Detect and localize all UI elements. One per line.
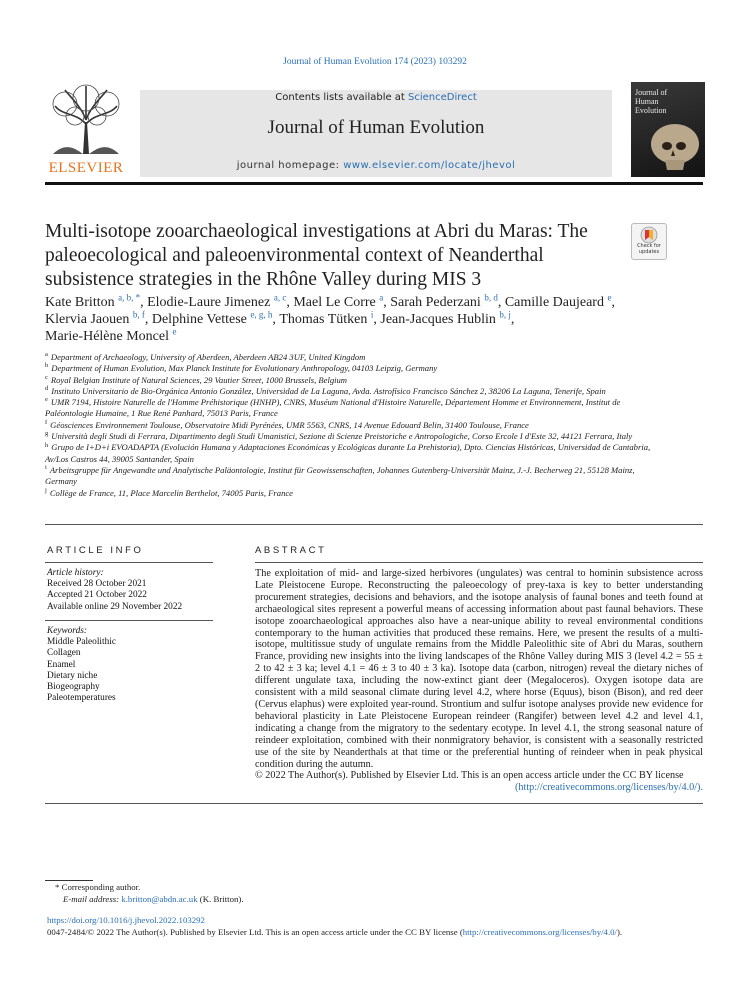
author-name[interactable] xyxy=(147,292,294,310)
affiliation-key: h xyxy=(45,441,49,449)
affiliation-divider xyxy=(45,524,703,525)
author-name-text: Klervia Jaouen xyxy=(45,312,130,327)
contents-line xyxy=(140,92,612,103)
author-name-text: Sarah Pederzani xyxy=(390,295,481,310)
abstract-heading: ABSTRACT xyxy=(255,545,327,556)
author-affiliation-marker[interactable]: e xyxy=(607,292,612,303)
contents-prefix: Contents lists available at xyxy=(275,92,409,103)
author-separator: , xyxy=(611,295,615,310)
affiliation-key: g xyxy=(45,430,49,438)
license-link[interactable]: (http://creativecommons.org/licenses/by/4.0/). xyxy=(515,782,703,794)
keywords-label: Keywords: xyxy=(47,626,87,636)
abstract-paragraph: The exploitation of mid- and large-sized herbivores (ungulates) was central to hominin subsistence across Late Pleistocene Europe. Reconstructing the paleoecology of prey-taxa is key to better understanding procurement strategies, decisions and behaviors, and the isotope analysis of faunal bones and teeth found at archaeological sites represent a powerful means of accessing information about past faunal behaviors. These isotope zooarchaeological approaches also have a near-unique ability to reveal environmental conditions contemporary to the human activities that produced these remains. Here, we present the results of a multi-isotope, multitissue study of ungulate remains from the Middle Paleolithic site of Abri du Maras, southern France, providing new insights into the living landscapes of the Rhône Valley during MIS 3 (level 4.2 = 55 ± 2 to 42 ± 3 ka; level 4.1 = 46 ± 3 to 40 ± 3 ka). Isotope data (carbon, nitrogen) reveal the dietary niches of different ungulate taxa, including the now-extinct giant deer (Megaloceros). Oxygen isotope data are consistent with a mild seasonal climate during level 4.2, where horse (Equus), bison (Bison), and red deer (Cervus elaphus) were exploited year-round. Strontium and sulfur isotope analyses provide new evidence for behavioral plasticity in Late Pleistocene European reindeer (Rangifer) between level 4.2 and level 4.1, indicating a change from the migratory to the sedentary ecotype. In level 4.1, the strong seasonal nature of reindeer exploitation, combined with their nonmigratory behavior, is consistent with a seasonally restricted use of the site by Neanderthals at that time or the preferential hunting of reindeer when in peak physical condition during the autumn. xyxy=(255,568,703,770)
affiliation-key: b xyxy=(45,362,49,370)
affiliation-text: Royal Belgian Institute of Natural Sciences, 29 Vautier Street, 1000 Brussels, Belgium xyxy=(50,374,348,385)
author-name-text: Kate Britton xyxy=(45,295,115,310)
author-separator: , xyxy=(510,312,515,327)
affiliation-key: c xyxy=(45,373,48,381)
affiliation-text: Università degli Studi di Ferrara, Dipartimento degli Studi Umanistici, Sezione di Scienze Preistoriche e Antropologiche, Corso Ercole I d'Este 32, 44121 Ferrara, Italy xyxy=(51,431,633,442)
publisher-name: ELSEVIER xyxy=(48,160,124,176)
article-title: Multi-isotope zooarchaeological investigations at Abri du Maras: The paleoecological and paleoenvironmental context of Neanderthal subsistence strategies in the Rhône Valley during MIS 3 xyxy=(45,221,588,290)
affiliation-key: i xyxy=(45,464,47,472)
journal-cover-image[interactable] xyxy=(631,82,705,177)
issn-close: ). xyxy=(617,927,623,937)
author-separator: , xyxy=(144,312,152,327)
author-affiliation-marker[interactable]: b, f xyxy=(132,309,145,320)
author-affiliation-marker[interactable]: a, b, * xyxy=(118,292,141,303)
doi-link[interactable]: https://doi.org/10.1016/j.jhevol.2022.103292 xyxy=(47,915,205,925)
keyword-item: Middle Paleolithic xyxy=(47,637,116,648)
author-affiliation-marker[interactable]: a, c xyxy=(273,292,287,303)
cover-title-line: Evolution xyxy=(635,106,667,115)
affiliation-item xyxy=(45,488,665,499)
journal-banner xyxy=(140,90,612,177)
journal-citation[interactable]: Journal of Human Evolution 174 (2023) 103292 xyxy=(283,57,467,67)
author-name-text: Camille Daujeard xyxy=(504,295,604,310)
author-name-text: Delphine Vettese xyxy=(151,312,247,327)
check-badge-line: Check for xyxy=(637,243,661,249)
check-badge-line: updates xyxy=(638,248,660,255)
homepage-line xyxy=(140,160,612,171)
journal-homepage-link[interactable]: www.elsevier.com/locate/jhevol xyxy=(343,160,516,171)
author-name[interactable] xyxy=(279,309,377,327)
affiliation-item xyxy=(45,465,665,488)
check-for-updates-button[interactable] xyxy=(631,223,667,260)
author-name-text: Marie-Hélène Moncel xyxy=(45,329,169,344)
footnote-marker: * xyxy=(55,882,60,892)
keyword-item: Collagen xyxy=(47,648,81,659)
author-name-text: Mael Le Corre xyxy=(293,295,376,310)
author-name-text: Jean-Jacques Hublin xyxy=(380,312,496,327)
keyword-item: Enamel xyxy=(47,659,76,670)
author-list xyxy=(45,294,645,345)
journal-title: Journal of Human Evolution xyxy=(267,117,485,138)
cover-title xyxy=(635,88,703,115)
affiliation-item xyxy=(45,431,665,442)
affiliation-key: e xyxy=(45,396,48,404)
author-affiliation-marker[interactable]: a xyxy=(379,292,384,303)
affiliation-text: UMR 7194, Histoire Naturelle de l'Homme Préhistorique (HNHP), CNRS, Muséum National d'Histoire Naturelle, Département Homme et Environnement, Institut de Paléontologie Humaine, 1 Rue René Panhard, 75013 Paris, France xyxy=(45,397,621,419)
affiliation-key: f xyxy=(45,418,48,426)
email-suffix: (K. Britton). xyxy=(197,893,244,904)
author-name-text: Thomas Tütken xyxy=(279,312,368,327)
affiliation-item xyxy=(45,386,665,397)
article-info-heading: ARTICLE INFO xyxy=(47,545,144,556)
abstract-bottom-divider xyxy=(45,803,703,804)
affiliation-text: Géosciences Environnement Toulouse, Observatoire Midi Pyrénées, UMR 5563, CNRS, 14 Avenue Edouard Belin, 31400 Toulouse, France xyxy=(50,419,529,430)
masthead xyxy=(45,82,705,177)
article-info-divider xyxy=(45,562,213,563)
author-name-text: Elodie-Laure Jimenez xyxy=(147,295,271,310)
author-separator: , xyxy=(272,312,280,327)
author-separator: , xyxy=(497,295,502,310)
affiliation-text: Arbeitsgruppe für Angewandte und Analytische Paläontologie, Institut für Geowissenschaften, Johannes Gutenberg-Universität Mainz, J.-J. Becherweg 21, 55128 Mainz, Germany xyxy=(45,464,635,487)
check-updates-icon xyxy=(640,226,658,244)
issn-text: 0047-2484/© 2022 The Author(s). Published by Elsevier Ltd. This is an open access article under the CC BY license ( xyxy=(47,927,463,937)
affiliation-key: a xyxy=(45,351,48,359)
keyword-item: Paleotemperatures xyxy=(47,693,116,704)
author-affiliation-marker[interactable]: e, g, h xyxy=(250,309,273,320)
keyword-item: Biogeography xyxy=(47,682,100,693)
author-name[interactable] xyxy=(45,326,177,344)
affiliation-item xyxy=(45,352,665,363)
affiliation-item xyxy=(45,363,665,374)
cover-title-line: Human xyxy=(635,97,659,106)
author-separator: , xyxy=(286,295,294,310)
email-label: E-mail address: xyxy=(63,893,122,904)
author-name[interactable] xyxy=(380,309,515,327)
affiliation-text: Collège de France, 11, Place Marcelin Berthelot, 74005 Paris, France xyxy=(49,487,294,498)
affiliation-text: Department of Archaeology, University of Aberdeen, Aberdeen AB24 3UF, United Kingdom xyxy=(50,352,366,362)
received-date: Received 28 October 2021 xyxy=(47,579,147,590)
author-separator: , xyxy=(383,295,391,310)
author-name[interactable] xyxy=(151,309,280,327)
sciencedirect-link[interactable]: ScienceDirect xyxy=(408,92,477,103)
author-name[interactable] xyxy=(45,292,148,310)
history-label: Article history: xyxy=(47,568,104,578)
elsevier-tree-icon xyxy=(45,82,127,156)
affiliation-item xyxy=(45,397,665,420)
keywords xyxy=(47,626,217,704)
author-affiliation-marker[interactable]: e xyxy=(172,326,177,337)
issn-license-link[interactable]: http://creativecommons.org/licenses/by/4.0/ xyxy=(462,927,617,937)
abstract-divider xyxy=(255,562,703,563)
accepted-date: Accepted 21 October 2022 xyxy=(47,590,147,601)
author-name[interactable] xyxy=(504,292,615,310)
keywords-divider xyxy=(45,620,213,621)
affiliation-text: Instituto Universitario de Bio-Orgánica Antonio González, Universidad de La Laguna, Avda. Astrofísico Francisco Sánchez 2, 38206 La Laguna, Tenerife, Spain xyxy=(51,385,606,396)
author-separator: , xyxy=(140,295,148,310)
article-history xyxy=(47,568,217,613)
author-email-link[interactable]: k.britton@abdn.ac.uk xyxy=(121,893,198,904)
affiliation-key: j xyxy=(45,486,47,494)
author-affiliation-marker[interactable]: b, j xyxy=(499,309,511,320)
elsevier-logo[interactable] xyxy=(45,82,127,177)
corresponding-line xyxy=(47,882,447,894)
affiliation-text: Department of Human Evolution, Max Planck Institute for Evolutionary Anthropology, 04103 Leipzig, Germany xyxy=(51,363,438,374)
corresponding-label: Corresponding author. xyxy=(61,882,141,892)
skull-icon xyxy=(645,120,701,172)
keyword-item: Dietary niche xyxy=(47,670,98,681)
cover-title-line: Journal of xyxy=(635,88,668,97)
email-line xyxy=(47,894,447,906)
author-name[interactable] xyxy=(390,292,502,310)
author-name[interactable] xyxy=(293,292,391,310)
issn-copyright xyxy=(47,927,707,937)
footnote-divider xyxy=(45,880,93,881)
author-affiliation-marker[interactable]: i xyxy=(370,309,374,320)
affiliation-item xyxy=(45,375,665,386)
header-divider xyxy=(45,182,703,185)
abstract-copyright: © 2022 The Author(s). Published by Elsevier Ltd. This is an open access article under the CC BY license xyxy=(255,770,684,782)
homepage-prefix: journal homepage: xyxy=(236,160,344,171)
affiliation-list xyxy=(45,352,665,499)
corresponding-author-note xyxy=(47,882,447,905)
author-affiliation-marker[interactable]: b, d xyxy=(484,292,498,303)
author-separator: , xyxy=(373,312,377,327)
affiliation-item xyxy=(45,442,665,465)
affiliation-key: d xyxy=(45,385,49,393)
online-date: Available online 29 November 2022 xyxy=(47,601,183,612)
abstract-text xyxy=(255,568,703,794)
author-name[interactable] xyxy=(45,309,152,327)
affiliation-item xyxy=(45,420,665,431)
affiliation-text: Grupo de I+D+i EVOADAPTA (Evolución Humana y Adaptaciones Económicas y Ecológicas durante La Prehistoria), Dpto. Ciencias Históricas, Universidad de Cantabria, Av/Los Castros 44, 39005 Santander, Spain xyxy=(45,442,651,464)
